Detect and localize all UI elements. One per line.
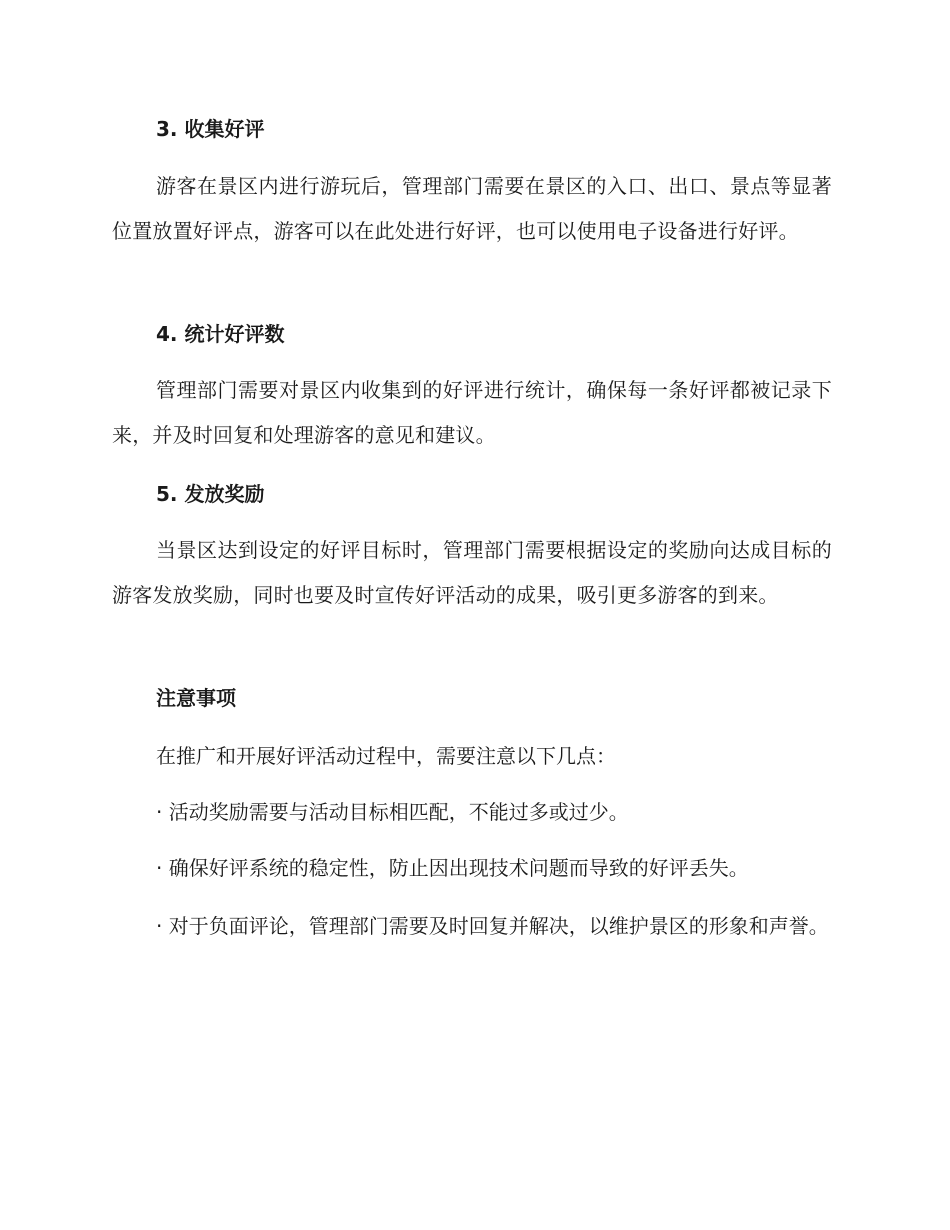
notes-heading: 注意事项	[156, 686, 236, 710]
section-heading-distribute-rewards: 5. 发放奖励	[156, 482, 265, 506]
notes-item: · 对于负面评论，管理部门需要及时回复并解决，以维护景区的形象和声誉。	[156, 914, 829, 938]
notes-intro: 在推广和开展好评活动过程中，需要注意以下几点：	[156, 744, 616, 768]
section-body-distribute-rewards: 当景区达到设定的好评目标时，管理部门需要根据设定的奖励向达成目标的游客发放奖励，同时也要及时宣传好评活动的成果，吸引更多游客的到来。	[112, 538, 832, 607]
section-body-count-reviews: 管理部门需要对景区内收集到的好评进行统计，确保每一条好评都被记录下来，并及时回复和处理游客的意见和建议。	[112, 378, 832, 447]
section-heading-count-reviews: 4. 统计好评数	[156, 322, 285, 346]
document-page	[112, 0, 832, 1230]
section-heading-collect-reviews: 3. 收集好评	[156, 117, 265, 141]
section-body-collect-reviews: 游客在景区内进行游玩后，管理部门需要在景区的入口、出口、景点等显著位置放置好评点，游客可以在此处进行好评，也可以使用电子设备进行好评。	[112, 174, 832, 243]
notes-item: · 活动奖励需要与活动目标相匹配，不能过多或过少。	[156, 800, 629, 824]
notes-item: · 确保好评系统的稳定性，防止因出现技术问题而导致的好评丢失。	[156, 856, 749, 880]
